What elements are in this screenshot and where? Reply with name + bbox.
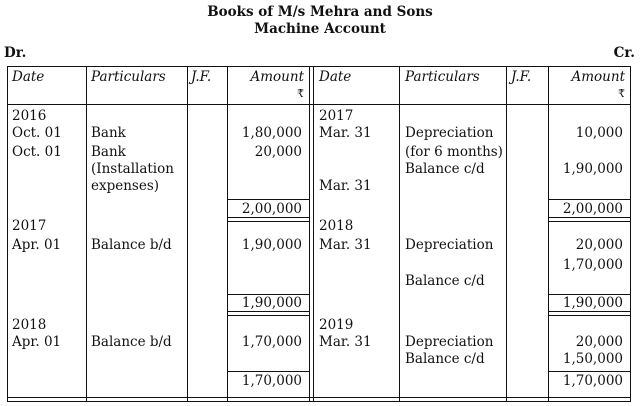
col-line-date [86,66,87,402]
entry-amount: 20,000 [575,334,623,350]
total1-line-cr [548,199,631,200]
col-line-jf-cr [548,66,549,402]
total-amount-cr: 1,70,000 [562,373,623,389]
year-2016-dr: 2016 [12,108,47,124]
col-header-jf-cr: J.F. [511,69,532,85]
entry-date: Mar. 31 [319,334,372,350]
year-2017-dr: 2017 [12,218,47,234]
table-top-border [7,66,631,67]
col-header-amount-cr: Amount [571,69,625,85]
table-bottom-border-2 [7,401,631,402]
col-line-mid-b [313,66,314,402]
entry-amount: 1,90,000 [562,161,623,177]
entry-particulars: Balance c/d [405,161,485,177]
total2-dline-dr [227,311,310,312]
entry-date: Mar. 31 [319,237,372,253]
total1-dline2-dr [227,221,310,222]
year-2017-cr: 2017 [319,108,354,124]
col-line-particulars-cr [506,66,507,402]
col-header-date-dr: Date [12,69,45,85]
total-amount-cr: 1,90,000 [562,295,623,311]
entry-amount: 1,70,000 [562,257,623,273]
account-title: Machine Account [254,21,386,37]
total2-dline2-dr [227,315,310,316]
total2-dline-cr [548,311,631,312]
entry-amount: 20,000 [254,144,302,160]
entry-particulars: Depreciation [405,125,494,141]
col-header-particulars-dr: Particulars [91,69,166,85]
entry-date: Oct. 01 [12,144,62,160]
total3-line-cr [548,371,631,372]
credit-label: Cr. [613,45,635,61]
entry-particulars: Bank [91,125,126,141]
entry-particulars: Bank [91,144,126,160]
entry-particulars-note: expenses) [91,178,160,194]
entry-amount: 10,000 [575,125,623,141]
total-amount-dr: 1,90,000 [241,295,302,311]
entry-amount: 1,90,000 [241,237,302,253]
entry-particulars: Depreciation [405,334,494,350]
year-2019-cr: 2019 [319,317,354,333]
col-header-amount-dr: Amount [250,69,304,85]
entry-date: Oct. 01 [12,125,62,141]
total1-dline-cr [548,217,631,218]
col-header-date-cr: Date [319,69,352,85]
entry-date: Apr. 01 [12,237,62,253]
entry-amount: 20,000 [575,237,623,253]
entry-date: Mar. 31 [319,178,372,194]
entry-particulars: Balance c/d [405,273,485,289]
col-line-jf [227,66,228,402]
entry-amount: 1,50,000 [562,351,623,367]
total-amount-dr: 2,00,000 [241,201,302,217]
total1-line-dr [227,199,310,200]
entry-particulars: Balance b/d [91,334,172,350]
document-title: Books of M/s Mehra and Sons [207,4,433,20]
total-amount-dr: 1,70,000 [241,373,302,389]
total1-dline2-cr [548,221,631,222]
header-bottom-border [7,104,631,105]
col-line-date-cr [399,66,400,402]
entry-particulars: Balance c/d [405,351,485,367]
entry-date: Mar. 31 [319,125,372,141]
col-line-particulars [187,66,188,402]
col-header-particulars-cr: Particulars [405,69,480,85]
entry-particulars-note: (for 6 months) [405,144,503,160]
entry-particulars: Balance b/d [91,237,172,253]
col-line-mid-a [309,66,310,402]
total1-dline-dr [227,217,310,218]
col-line-left [7,66,8,402]
total3-line-dr [227,371,310,372]
col-line-right [630,66,631,402]
col-header-jf-dr: J.F. [191,69,212,85]
entry-amount: 1,80,000 [241,125,302,141]
currency-symbol-cr: ₹ [618,87,625,100]
year-2018-dr: 2018 [12,317,47,333]
entry-amount: 1,70,000 [241,334,302,350]
total2-dline2-cr [548,315,631,316]
debit-label: Dr. [4,45,27,61]
currency-symbol-dr: ₹ [297,87,304,100]
entry-particulars-note: (Installation [91,161,174,177]
entry-date: Apr. 01 [12,334,62,350]
table-bottom-border [7,397,631,398]
year-2018-cr: 2018 [319,218,354,234]
total-amount-cr: 2,00,000 [562,201,623,217]
entry-particulars: Depreciation [405,237,494,253]
